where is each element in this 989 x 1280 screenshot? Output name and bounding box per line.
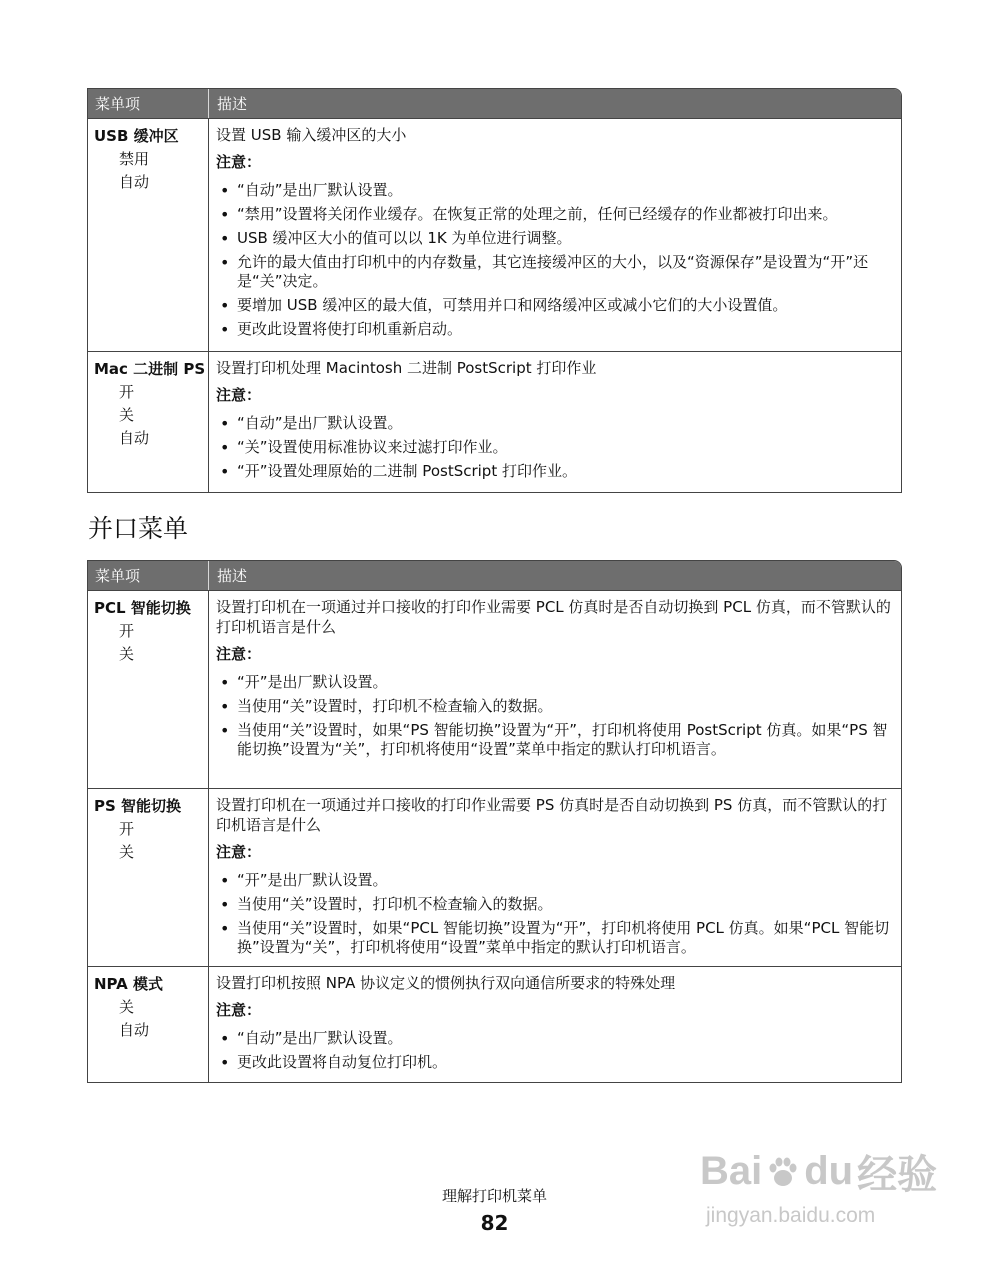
list-item: • “自动”是出厂默认设置。 <box>216 1029 895 1048</box>
menu-item-name: Mac 二进制 PS <box>94 360 206 378</box>
description-cell <box>209 352 901 492</box>
list-item: • 要增加 USB 缓冲区的最大值，可禁用并口和网络缓冲区或减小它们的大小设置值。 <box>216 296 895 315</box>
header-menu-item: 菜单项 <box>88 561 209 590</box>
watermark-logo <box>700 1143 940 1200</box>
menu-option: 关 <box>119 406 135 424</box>
menu-option: 关 <box>119 998 135 1016</box>
list-item: • “开”是出厂默认设置。 <box>216 871 895 890</box>
list-item: • 更改此设置将使打印机重新启动。 <box>216 320 895 339</box>
menu-item-cell <box>88 591 209 788</box>
header-description: 描述 <box>217 95 248 113</box>
description-text: 设置打印机在一项通过并口接收的打印作业需要 PS 仿真时是否自动切换到 PS 仿真，而不管默认的打印机语言是什么 <box>216 796 888 834</box>
header-menu-item: 菜单项 <box>88 89 209 118</box>
baidu-jingyan-watermark <box>700 1143 940 1253</box>
menu-item-name: NPA 模式 <box>94 975 164 993</box>
menu-option: 自动 <box>119 429 150 447</box>
list-item: • “自动”是出厂默认设置。 <box>216 414 895 433</box>
table-header <box>88 89 901 118</box>
table-header <box>88 561 901 590</box>
description-cell <box>209 591 901 788</box>
description-text: 设置打印机按照 NPA 协议定义的惯例执行双向通信所要求的特殊处理 <box>216 974 676 992</box>
list-item: • “开”是出厂默认设置。 <box>216 673 895 692</box>
usb-menu-table <box>87 88 902 493</box>
table-row-mac-binary-ps <box>88 351 901 492</box>
description-text: 设置打印机在一项通过并口接收的打印作业需要 PCL 仿真时是否自动切换到 PCL 仿真，而不管默认的打印机语言是什么 <box>216 598 891 636</box>
watermark-logo-bai: Bai <box>700 1149 763 1193</box>
note-list <box>216 414 895 481</box>
list-item: • “自动”是出厂默认设置。 <box>216 181 895 200</box>
list-item: • 当使用“关”设置时，打印机不检查输入的数据。 <box>216 895 895 914</box>
note-list <box>216 1029 895 1072</box>
menu-item-cell <box>88 967 209 1082</box>
footer-title: 理解打印机菜单 <box>441 1187 547 1205</box>
description-cell <box>209 789 901 966</box>
table-row-ps-smartswitch <box>88 788 901 966</box>
list-item: • 当使用“关”设置时，如果“PS 智能切换”设置为“开”，打印机将使用 PostScript 仿真。如果“PS 智能切换”设置为“关”，打印机将使用“设置”菜单中指定的默认打印机语言。 <box>216 721 895 759</box>
menu-item-name: PCL 智能切换 <box>94 599 191 617</box>
menu-item-cell <box>88 119 209 351</box>
note-list <box>216 871 895 957</box>
parallel-menu-table <box>87 560 902 1083</box>
table-row-usb-buffer <box>88 118 901 351</box>
list-item: • 更改此设置将自动复位打印机。 <box>216 1053 895 1072</box>
menu-option: 自动 <box>119 1021 150 1039</box>
menu-item-name: PS 智能切换 <box>94 797 182 815</box>
table-row-pcl-smartswitch <box>88 590 901 788</box>
menu-option: 关 <box>119 843 135 861</box>
note-label: 注意： <box>216 645 262 663</box>
description-cell <box>209 967 901 1082</box>
menu-item-cell <box>88 789 209 966</box>
menu-option: 自动 <box>119 173 150 191</box>
list-item: • 允许的最大值由打印机中的内存数量，其它连接缓冲区的大小，以及“资源保存”是设置为“开”还是“关”决定。 <box>216 253 895 291</box>
description-text: 设置 USB 输入缓冲区的大小 <box>216 126 407 144</box>
list-item: • “关”设置使用标准协议来过滤打印作业。 <box>216 438 895 457</box>
table-row-npa-mode <box>88 966 901 1082</box>
note-label: 注意： <box>216 153 262 171</box>
note-label: 注意： <box>216 386 262 404</box>
watermark-logo-jingyan: 经验 <box>857 1153 938 1197</box>
menu-option: 关 <box>119 645 135 663</box>
menu-option: 禁用 <box>119 150 150 168</box>
note-label: 注意： <box>216 1001 262 1019</box>
description-cell <box>209 119 901 351</box>
note-list <box>216 181 895 339</box>
menu-option: 开 <box>119 820 135 838</box>
watermark-logo-du: du <box>804 1149 854 1193</box>
description-text: 设置打印机处理 Macintosh 二进制 PostScript 打印作业 <box>216 359 597 377</box>
menu-item-name: USB 缓冲区 <box>94 127 179 145</box>
menu-option: 开 <box>119 383 135 401</box>
list-item: • USB 缓冲区大小的值可以以 1K 为单位进行调整。 <box>216 229 895 248</box>
list-item: • “开”设置处理原始的二进制 PostScript 打印作业。 <box>216 462 895 481</box>
header-description: 描述 <box>217 567 248 585</box>
list-item: • 当使用“关”设置时，如果“PCL 智能切换”设置为“开”，打印机将使用 PCL 仿真。如果“PCL 智能切换”设置为“关”，打印机将使用“设置”菜单中指定的默认打印机语言。 <box>216 919 895 957</box>
page-number: 82 <box>480 1211 509 1235</box>
section-title: 并口菜单 <box>88 514 189 543</box>
menu-option: 开 <box>119 622 135 640</box>
menu-item-cell <box>88 352 209 492</box>
watermark-url: jingyan.baidu.com <box>706 1204 876 1227</box>
list-item: • “禁用”设置将关闭作业缓存。在恢复正常的处理之前，任何已经缓存的作业都被打印出来。 <box>216 205 895 224</box>
note-label: 注意： <box>216 843 262 861</box>
list-item: • 当使用“关”设置时，打印机不检查输入的数据。 <box>216 697 895 716</box>
paw-icon <box>765 1154 801 1190</box>
note-list <box>216 673 895 759</box>
